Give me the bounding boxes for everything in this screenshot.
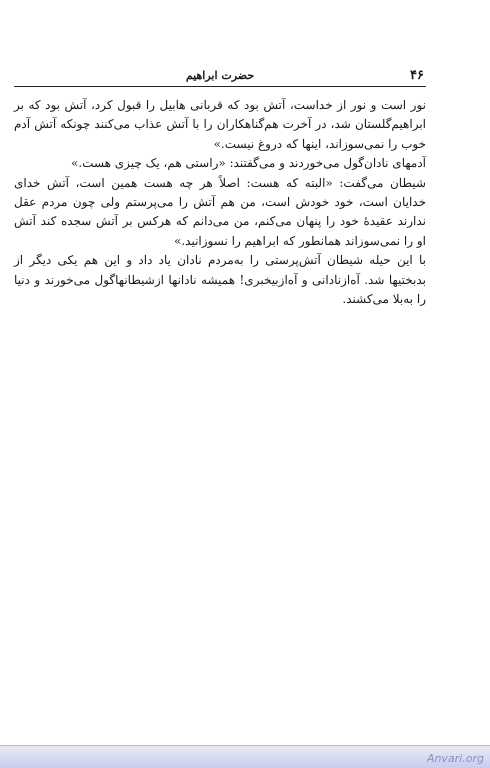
running-title: حضرت ابراهیم [185, 69, 255, 82]
page-number: ۴۶ [410, 68, 424, 83]
paragraph-4: با این حیله شیطان آتش‌پرستی را به‌مردم نادان یاد داد و این هم یکی دیگر از بدبختیها شد. آه‌ازنادانی و آه‌ازبیخبری! همیشه نادانها ازشیطانهاگول می‌خورند و دنیا را به‌بلا می‌کشند. [14, 253, 426, 307]
footer-bar [0, 745, 490, 768]
body-text [14, 96, 426, 309]
page-header [14, 66, 426, 87]
paragraph-1: نور است و نور از خداست، آتش بود که قربانی هابیل را قبول کرد، آتش بود که بر ابراهیم‌گلستان شد، در آخرت هم‌گناهکاران را با آتش عذاب می‌کنند چونکه آتش آدم خوب را نمی‌سوزاند، اینها که دروغ نیست.» [14, 98, 426, 151]
watermark: Anvari.org [426, 752, 484, 765]
paragraph-3: شیطان می‌گفت: «البته که هست: اصلاً هر چه هست همین است، آتش خدای خدایان است، خود خودش است، من هم آتش را می‌پرستم ولی چون مردم عقل ندارند عقیدهٔ خود را پنهان می‌کنم، من می‌دانم که هرکس بر آتش سجده کند آتش او را نمی‌سوزاند همانطور که ابراهیم را نسوزانید.» [14, 175, 426, 248]
paragraph-2: آدمهای نادان‌گول می‌خوردند و می‌گفتند: «راستی هم، یک چیزی هست.» [71, 156, 426, 171]
